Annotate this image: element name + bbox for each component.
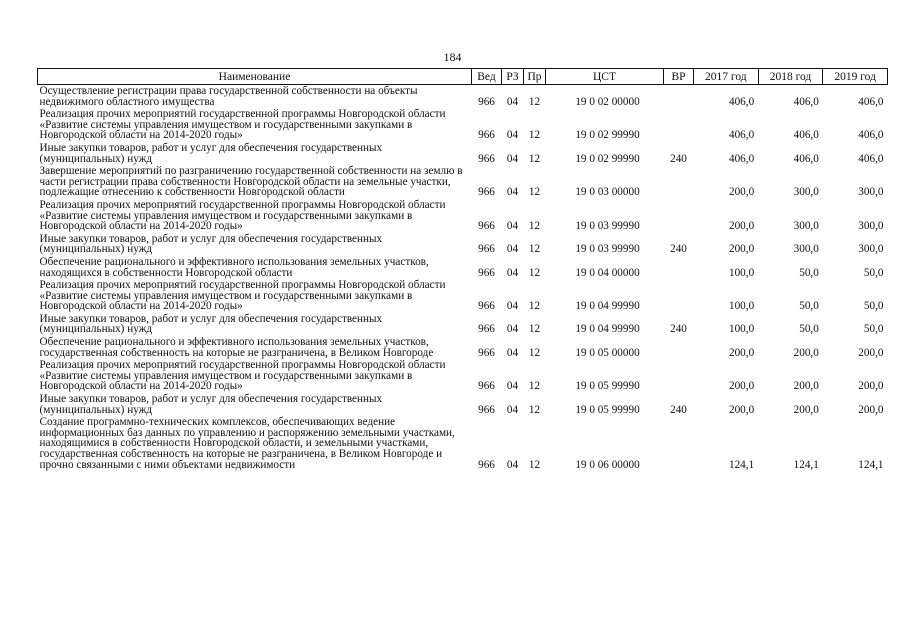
table-row <box>38 165 888 199</box>
row-2017: 200,0 <box>728 403 755 416</box>
row-pr: 12 <box>528 152 541 165</box>
row-vr: 240 <box>670 323 687 336</box>
row-ved: 966 <box>478 95 495 108</box>
row-name: Иные закупки товаров, работ и услуг для обеспечения государственных (муниципальных) нужд <box>39 312 383 336</box>
row-rz: 04 <box>506 300 519 313</box>
row-2018: 200,0 <box>793 380 819 393</box>
row-cst: 19 0 02 99990 <box>575 152 640 165</box>
row-ved: 966 <box>478 220 495 233</box>
row-2017: 200,0 <box>728 186 755 199</box>
row-2018: 124,1 <box>793 458 819 471</box>
header-2018: 2018 год <box>758 69 823 85</box>
row-2017: 200,0 <box>728 220 755 233</box>
row-2019: 406,0 <box>858 129 884 142</box>
row-vr <box>664 199 694 233</box>
row-2018: 406,0 <box>793 152 819 165</box>
row-ved: 966 <box>478 186 495 199</box>
budget-table <box>37 68 888 471</box>
row-pr: 12 <box>528 323 541 336</box>
row-rz: 04 <box>506 243 519 256</box>
row-2017: 124,1 <box>728 458 755 471</box>
header-rz: РЗ <box>502 69 524 85</box>
row-cst: 19 0 03 00000 <box>575 186 640 199</box>
header-ved: Вед <box>472 69 502 85</box>
row-vr: 240 <box>670 243 687 256</box>
row-cst: 19 0 05 99990 <box>575 403 640 416</box>
header-pr: Пр <box>524 69 546 85</box>
row-ved: 966 <box>478 300 495 313</box>
row-2018: 50,0 <box>799 266 819 279</box>
row-ved: 966 <box>478 152 495 165</box>
row-rz: 04 <box>506 458 519 471</box>
row-2017: 100,0 <box>728 266 755 279</box>
row-2019: 300,0 <box>858 186 884 199</box>
table-header <box>38 69 888 85</box>
row-cst: 19 0 02 00000 <box>575 95 640 108</box>
row-vr <box>664 85 694 109</box>
row-2018: 50,0 <box>799 323 819 336</box>
row-name: Иные закупки товаров, работ и услуг для обеспечения государственных (муниципальных) нужд <box>39 141 383 165</box>
page-number: 184 <box>443 50 462 64</box>
row-cst: 19 0 03 99990 <box>575 220 640 233</box>
row-cst: 19 0 04 99990 <box>575 323 640 336</box>
row-name: Иные закупки товаров, работ и услуг для обеспечения государственных (муниципальных) нужд <box>39 393 383 416</box>
row-2018: 406,0 <box>793 95 819 108</box>
row-2018: 200,0 <box>793 346 819 359</box>
header-2017: 2017 год <box>694 69 759 85</box>
row-vr <box>664 279 694 313</box>
row-2019: 200,0 <box>858 346 884 359</box>
row-2019: 50,0 <box>863 300 884 313</box>
row-rz: 04 <box>506 346 519 359</box>
row-2019: 200,0 <box>858 403 884 416</box>
row-vr <box>664 416 694 471</box>
header-vr: ВР <box>664 69 694 85</box>
header-cst: ЦСТ <box>546 69 664 85</box>
row-2018: 406,0 <box>793 129 819 142</box>
row-vr <box>664 256 694 279</box>
row-rz: 04 <box>506 220 519 233</box>
row-2018: 300,0 <box>793 243 819 256</box>
table-row <box>38 279 888 313</box>
row-pr: 12 <box>528 186 541 199</box>
row-ved: 966 <box>478 380 495 393</box>
row-2017: 200,0 <box>728 346 755 359</box>
row-pr: 12 <box>528 300 541 313</box>
row-2018: 50,0 <box>799 300 819 313</box>
row-ved: 966 <box>478 346 495 359</box>
row-name: Реализация прочих мероприятий государственной программы Новгородской области «Развитие системы управления имуществом и государственными закупками в Новгородской области на 2014-2020 годы» <box>39 108 446 142</box>
row-ved: 966 <box>478 323 495 336</box>
row-2018: 200,0 <box>793 403 819 416</box>
table-row <box>38 359 888 393</box>
row-pr: 12 <box>528 95 541 108</box>
row-2017: 100,0 <box>728 323 755 336</box>
row-2017: 406,0 <box>728 152 755 165</box>
row-pr: 12 <box>528 220 541 233</box>
row-rz: 04 <box>506 95 519 108</box>
table-row <box>38 393 888 416</box>
table-row <box>38 416 888 471</box>
row-rz: 04 <box>506 323 519 336</box>
row-vr <box>664 359 694 393</box>
row-pr: 12 <box>528 458 541 471</box>
row-name: Обеспечение рационального и эффективного использования земельных участков, находящихся в собственности Новгородской области <box>39 255 429 279</box>
table-row <box>38 108 888 142</box>
row-vr: 240 <box>670 403 687 416</box>
row-2019: 406,0 <box>858 95 884 108</box>
row-pr: 12 <box>528 129 541 142</box>
row-cst: 19 0 02 99990 <box>575 129 640 142</box>
row-cst: 19 0 04 00000 <box>575 266 640 279</box>
table-row <box>38 233 888 256</box>
row-ved: 966 <box>478 403 495 416</box>
row-rz: 04 <box>506 186 519 199</box>
row-ved: 966 <box>478 243 495 256</box>
row-ved: 966 <box>478 266 495 279</box>
table-row <box>38 256 888 279</box>
row-2017: 200,0 <box>728 243 755 256</box>
row-2019: 200,0 <box>858 380 884 393</box>
row-pr: 12 <box>528 346 541 359</box>
row-name: Завершение мероприятий по разграничению государственной собственности на землю в части регистрации права собственности Новгородской области на земельные участки, подлежащие отнесению к собственности Новгородской области <box>39 165 463 199</box>
row-rz: 04 <box>506 129 519 142</box>
row-2018: 300,0 <box>793 220 819 233</box>
row-vr <box>664 336 694 359</box>
header-2019: 2019 год <box>823 69 888 85</box>
row-2019: 300,0 <box>858 243 884 256</box>
row-pr: 12 <box>528 243 541 256</box>
row-rz: 04 <box>506 152 519 165</box>
table-body <box>38 85 888 472</box>
row-name: Осуществление регистрации права государственной собственности на объекты недвижимого областного имущества <box>39 85 418 108</box>
row-2017: 406,0 <box>728 95 755 108</box>
header-name: Наименование <box>38 69 472 85</box>
table-row <box>38 313 888 336</box>
row-name: Реализация прочих мероприятий государственной программы Новгородской области «Развитие системы управления имуществом и государственными закупками в Новгородской области на 2014-2020 годы» <box>39 279 446 313</box>
row-vr <box>664 108 694 142</box>
row-vr: 240 <box>670 152 687 165</box>
row-2019: 50,0 <box>863 266 884 279</box>
row-rz: 04 <box>506 380 519 393</box>
row-ved: 966 <box>478 129 495 142</box>
row-2019: 300,0 <box>858 220 884 233</box>
row-2017: 406,0 <box>728 129 755 142</box>
row-2019: 406,0 <box>858 152 884 165</box>
table-row <box>38 142 888 165</box>
row-cst: 19 0 05 99990 <box>575 380 640 393</box>
row-pr: 12 <box>528 403 541 416</box>
row-2019: 124,1 <box>858 458 884 471</box>
row-cst: 19 0 04 99990 <box>575 300 640 313</box>
row-2017: 200,0 <box>728 380 755 393</box>
row-name: Реализация прочих мероприятий государственной программы Новгородской области «Развитие системы управления имуществом и государственными закупками в Новгородской области на 2014-2020 годы» <box>39 359 446 393</box>
row-2019: 50,0 <box>863 323 884 336</box>
row-name: Обеспечение рационального и эффективного использования земельных участков, государственная собственность на которые не разграничена, в Великом Новгороде <box>39 336 434 359</box>
row-2018: 300,0 <box>793 186 819 199</box>
row-name: Реализация прочих мероприятий государственной программы Новгородской области «Развитие системы управления имуществом и государственными закупками в Новгородской области на 2014-2020 годы» <box>39 198 446 233</box>
row-rz: 04 <box>506 403 519 416</box>
row-2017: 100,0 <box>728 300 755 313</box>
row-vr <box>664 165 694 199</box>
row-name: Создание программно-технических комплексов, обеспечивающих ведение информационных баз данных по управлению и распоряжению земельными участками, находящимися в собственности Новгородской области, и земельными участками, государственная собственность на которые не разграничена, в Великом Новгороде и прочно связанными с ними объектами недвижимости <box>39 416 455 471</box>
table-row <box>38 85 888 109</box>
row-rz: 04 <box>506 266 519 279</box>
row-pr: 12 <box>528 380 541 393</box>
table-row <box>38 199 888 233</box>
row-cst: 19 0 06 00000 <box>575 458 640 471</box>
table-row <box>38 336 888 359</box>
row-cst: 19 0 05 00000 <box>575 346 640 359</box>
row-ved: 966 <box>478 458 495 471</box>
row-cst: 19 0 03 99990 <box>575 243 640 256</box>
row-pr: 12 <box>528 266 541 279</box>
row-name: Иные закупки товаров, работ и услуг для обеспечения государственных (муниципальных) нужд <box>39 232 383 256</box>
